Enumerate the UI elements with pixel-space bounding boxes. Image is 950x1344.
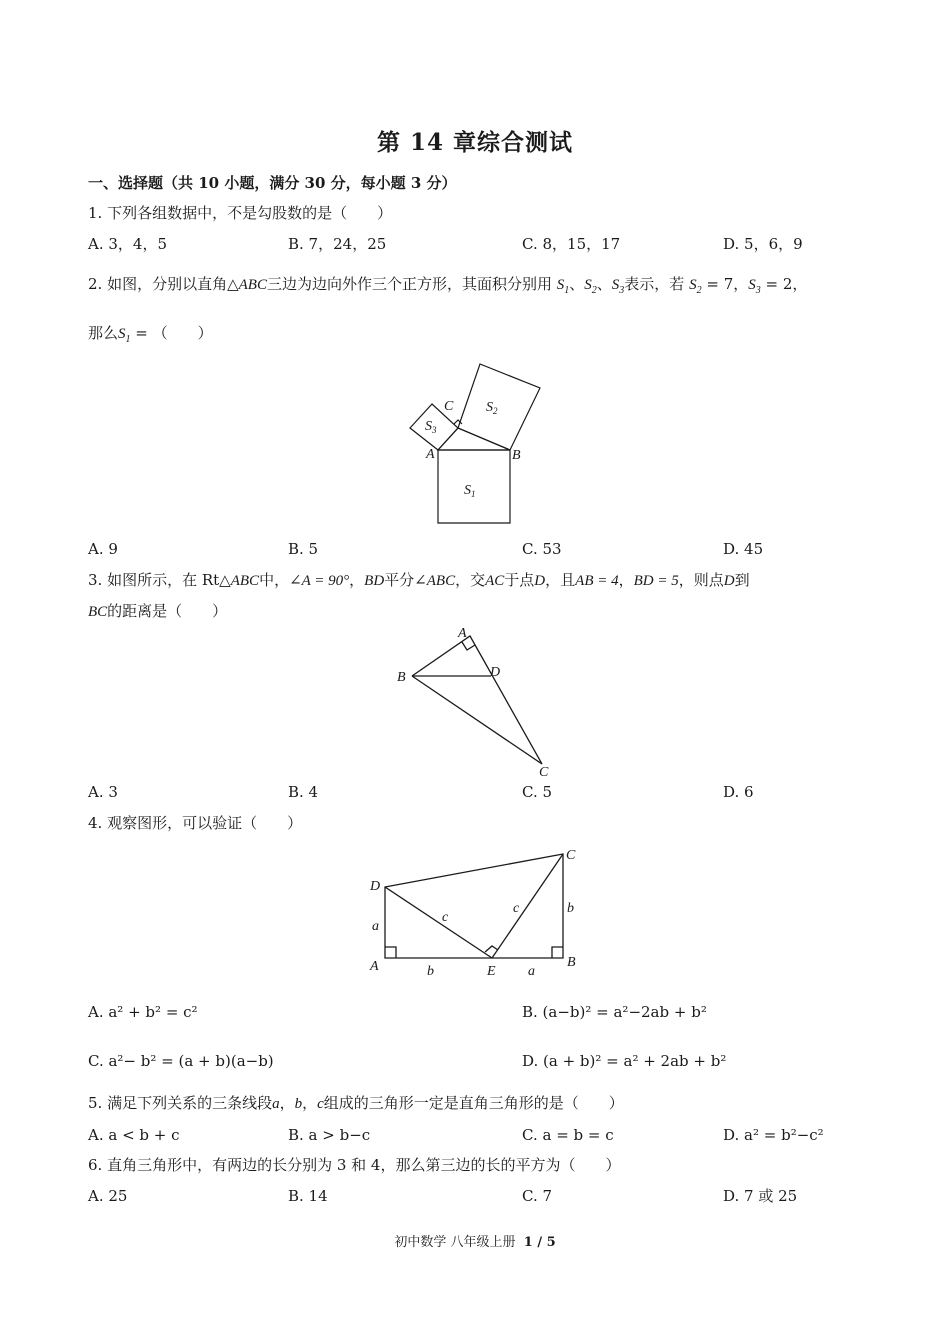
question-2-stem: 2. 如图，分别以直角△ABC三边为边向外作三个正方形，其面积分别用 $S_1$、$S_2$、$S_3$表示，若 $S_2 = 7$，$S_3 = 2$， — [88, 275, 808, 296]
label-s1: $S_1$ — [464, 483, 476, 499]
question-2-stem-cont: 那么$S_1$ = （ ） — [88, 324, 213, 345]
section-heading: 一、选择题（共 10 小题，满分 30 分，每小题 3 分） — [88, 174, 457, 192]
label-a: A — [426, 447, 435, 462]
label-d: D — [370, 879, 381, 894]
q3-option-c: C. 5 — [522, 783, 553, 801]
q5-option-d: D. a² = b²−c² — [723, 1126, 824, 1144]
q2-option-c: C. 53 — [522, 540, 562, 558]
label-a: A — [370, 959, 379, 974]
segment-de — [385, 887, 492, 958]
q5-option-a: A. a < b + c — [88, 1126, 180, 1144]
triangle-abc — [412, 636, 542, 764]
right-angle-mark-a — [462, 642, 475, 650]
figure-squares — [400, 358, 550, 530]
q3-option-d: D. 6 — [723, 783, 754, 801]
q4-option-d: D. (a + b)² = a² + 2ab + b² — [522, 1052, 727, 1070]
q4-option-a: A. a² + b² = c² — [88, 1003, 198, 1021]
trapezoid-outline — [385, 854, 563, 958]
square-s1 — [438, 450, 510, 523]
question-1-stem: 1. 下列各组数据中，不是勾股数的是（ ） — [88, 204, 393, 222]
q4-option-b: B. (a−b)² = a²−2ab + b² — [522, 1003, 707, 1021]
q5-option-c: C. a = b = c — [522, 1126, 614, 1144]
label-a: A — [458, 626, 467, 641]
label-b: B — [397, 670, 406, 685]
label-c: C — [444, 399, 454, 414]
right-angle-a — [385, 947, 396, 958]
label-side-a-bottom: a — [528, 964, 535, 979]
right-angle-b — [552, 947, 563, 958]
label-b: B — [567, 955, 576, 970]
figure-triangle-bd — [392, 624, 562, 779]
label-side-c-ec: c — [513, 901, 520, 916]
label-side-b-bottom: b — [427, 964, 434, 979]
label-s3: $S_3$ — [425, 419, 437, 435]
q6-option-c: C. 7 — [522, 1187, 553, 1205]
question-3-stem-cont: BC的距离是（ ） — [88, 602, 228, 620]
q6-option-d: D. 7 或 25 — [723, 1187, 798, 1205]
q4-option-c: C. a²− b² = (a + b)(a−b) — [88, 1052, 274, 1070]
figure-trapezoid — [365, 842, 590, 982]
q1-option-c: C. 8，15，17 — [522, 235, 621, 253]
label-side-a-left: a — [372, 919, 379, 934]
q3-option-a: A. 3 — [88, 783, 118, 801]
question-3-stem: 3. 如图所示，在 Rt△ABC中，∠A = 90°，BD平分∠ABC，交AC于点D，且AB = 4，BD = 5，则点D到 — [88, 571, 750, 589]
question-5-stem: 5. 满足下列关系的三条线段a，b，c组成的三角形一定是直角三角形的是（ ） — [88, 1094, 624, 1112]
square-s2 — [458, 364, 540, 450]
q2-option-d: D. 45 — [723, 540, 764, 558]
label-c: C — [539, 765, 549, 779]
label-b: B — [512, 448, 521, 463]
q3-option-b: B. 4 — [288, 783, 319, 801]
label-side-b-right: b — [567, 901, 574, 916]
label-d: D — [490, 665, 501, 680]
segment-ec — [492, 854, 563, 958]
page-footer: 初中数学 八年级上册 1 / 5 — [394, 1235, 556, 1250]
label-e: E — [487, 964, 496, 979]
label-s2: $S_2$ — [486, 400, 498, 416]
q2-option-b: B. 5 — [288, 540, 319, 558]
q1-option-d: D. 5，6，9 — [723, 235, 803, 253]
q1-option-b: B. 7，24，25 — [288, 235, 387, 253]
q6-option-a: A. 25 — [88, 1187, 128, 1205]
q5-option-b: B. a > b−c — [288, 1126, 371, 1144]
q1-option-a: A. 3，4，5 — [88, 235, 167, 253]
q2-option-a: A. 9 — [88, 540, 118, 558]
question-6-stem: 6. 直角三角形中，有两边的长分别为 3 和 4，那么第三边的长的平方为（ ） — [88, 1156, 621, 1174]
question-4-stem: 4. 观察图形，可以验证（ ） — [88, 814, 303, 832]
page-title: 第 14 章综合测试 — [376, 129, 574, 156]
q6-option-b: B. 14 — [288, 1187, 328, 1205]
label-side-c-de: c — [442, 910, 449, 925]
label-c: C — [566, 848, 576, 863]
